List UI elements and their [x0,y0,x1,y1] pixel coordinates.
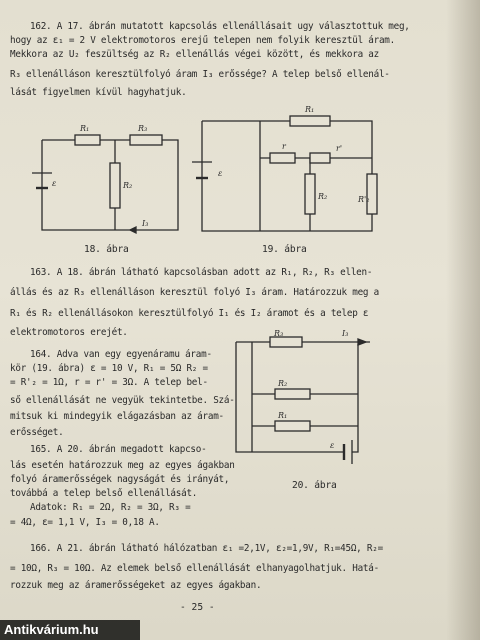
label-r2: R₂ [123,181,133,190]
text-line: 162. A 17. ábrán mutatott kapcsolás ellenállásait ugy választottuk meg, [30,21,410,32]
battery-symbol [344,440,352,464]
figure-18-circuit [30,118,190,238]
watermark: Antikvárium.hu [0,620,140,640]
label-r1: R₁ [305,105,315,114]
label-emf: ε [52,179,57,188]
label-r3: R₃ [274,329,284,338]
text-line: = 4Ω, ε= 1,1 V, I₃ = 0,18 A. [10,517,160,528]
text-line: = 10Ω, R₃ = 10Ω. Az elemek belső ellenállását elhanyagolhatjuk. Hatá- [10,563,379,574]
resistor-r-prime [310,153,330,163]
label-r3: R₃ [138,124,148,133]
resistor-r1 [290,116,330,126]
caption-fig19: 19. ábra [262,244,307,255]
text-line: rozzuk meg az áramerősségeket az egyes ágakban. [10,580,262,591]
label-r2: R₂ [318,192,328,201]
text-line: 164. Adva van egy egyenáramu áram- [30,349,212,360]
resistor-r1 [75,135,100,145]
caption-fig18: 18. ábra [84,244,129,255]
text-line: Mekkora az U₂ feszültség az R₂ ellenállás végei között, és mekkora az [10,49,379,60]
text-line: folyó áramerősségek nagyságát és irányát, [10,474,230,485]
resistor-r2-prime [367,174,377,214]
text-line: ső ellenállását ne vegyük tekintetbe. Szá- [10,395,235,406]
text-line: elektromotoros erejét. [10,327,128,338]
text-line: mitsuk ki mindegyik elágazásban az áram- [10,411,224,422]
resistor-r2 [305,174,315,214]
label-r2-prime: R'₂ [358,195,370,204]
label-emf: ε [330,441,335,450]
label-r: r [282,142,286,151]
label-i3: I₃ [142,219,149,228]
resistor-r1 [275,421,310,431]
page-number: - 25 - [180,602,215,613]
text-line: erősséget. [10,427,64,438]
resistor-r2 [110,163,120,208]
label-r-prime: r' [336,144,343,153]
text-line: hogy az ε₁ = 2 V elektromotoros erejű telepen nem folyik keresztül áram. [10,35,395,46]
text-line: továbbá a telep belső ellenállását. [10,488,198,499]
text-line: R₃ ellenálláson keresztülfolyó áram I₃ erőssége? A telep belső ellenál- [10,69,390,80]
label-r1: R₁ [278,411,288,420]
text-line: állás és az R₃ ellenálláson keresztül folyó I₃ áram. Határozzuk meg a [10,287,379,298]
label-r1: R₁ [80,124,90,133]
figure-19-circuit [200,96,380,241]
text-line: = R'₂ = 1Ω, r = r' = 3Ω. A telep bel- [10,377,208,388]
resistor-r3 [270,337,302,347]
figure-20-circuit [230,329,380,474]
label-emf: ε [218,169,223,178]
text-line: lását figyelmen kívül hagyhatjuk. [10,87,187,98]
text-line: Adatok: R₁ = 2Ω, R₂ = 3Ω, R₃ = [30,502,191,513]
label-i3: I₃ [342,329,349,338]
caption-fig20: 20. ábra [292,480,337,491]
label-r2: R₂ [278,379,288,388]
text-line: 163. A 18. ábrán látható kapcsolásban adott az R₁, R₂, R₃ ellen- [30,267,373,278]
resistor-r3 [130,135,162,145]
text-line: kör (19. ábra) ε = 10 V, R₁ = 5Ω R₂ = [10,363,208,374]
text-line: 165. A 20. ábrán megadott kapcso- [30,444,207,455]
text-line: 166. A 21. ábrán látható hálózatban ε₁ =2,1V, ε₂=1,9V, R₁=45Ω, R₂= [30,543,383,554]
page-edge-shadow [446,0,480,640]
resistor-r2 [275,389,310,399]
text-line: R₁ és R₂ ellenállásokon keresztülfolyó I₁ és I₂ áramot és a telep ε [10,308,369,319]
resistor-r [270,153,295,163]
text-line: lás esetén határozzuk meg az egyes ágakban [10,460,235,471]
